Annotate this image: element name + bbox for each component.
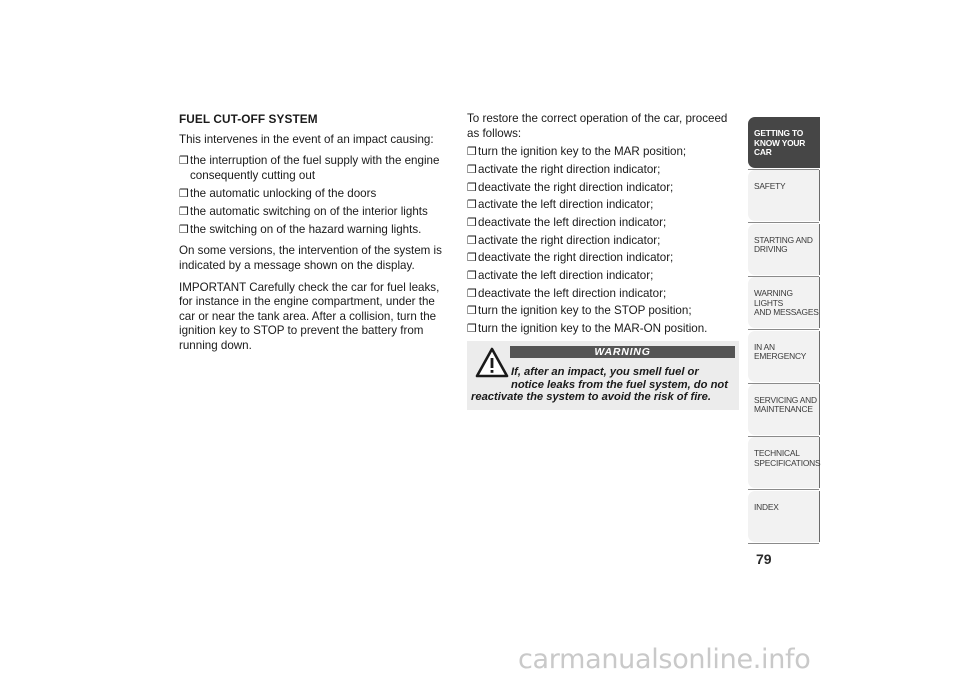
intro-text: This intervenes in the event of an impact causing: <box>179 132 434 146</box>
checkbox-bullet-icon: ❒ <box>467 305 477 318</box>
checkbox-bullet-icon: ❒ <box>467 323 477 336</box>
list-item: ❒ activate the right direction indicator; <box>467 233 661 247</box>
checkbox-bullet-icon: ❒ <box>467 252 477 265</box>
page-number: 79 <box>756 551 772 567</box>
restore-steps-list <box>467 145 739 336</box>
checkbox-bullet-icon: ❒ <box>467 181 477 194</box>
list-item: ❒ the automatic unlocking of the doors <box>179 186 377 200</box>
list-item: ❒ deactivate the left direction indicator; <box>467 286 667 300</box>
list-item: ❒ deactivate the right direction indicator; <box>467 180 674 194</box>
checkbox-bullet-icon: ❒ <box>467 163 477 176</box>
watermark: carmanualsonline.info <box>518 644 811 675</box>
checkbox-bullet-icon: ❒ <box>467 287 477 300</box>
right-column <box>467 112 739 344</box>
list-item: ❒ deactivate the right direction indicator; <box>467 251 674 265</box>
tab-technical-specifications[interactable]: TECHNICAL SPECIFICATIONS <box>748 437 820 488</box>
restore-intro: To restore the correct operation of the car, proceed as follows: <box>467 112 728 140</box>
warning-text: If, after an impact, you smell fuel or notice leaks from the fuel system, do not reactivate the system to avoid the risk of fire. <box>471 366 728 403</box>
checkbox-bullet-icon: ❒ <box>467 234 477 247</box>
display-message-paragraph: On some versions, the intervention of the system is indicated by a message shown on the display. <box>179 244 442 272</box>
list-item: ❒ turn the ignition key to the MAR position; <box>467 145 687 159</box>
tab-in-an-emergency[interactable]: IN AN EMERGENCY <box>748 331 820 382</box>
list-item: ❒ the interruption of the fuel supply with the engine consequently cutting out <box>179 154 440 182</box>
list-item: ❒ activate the left direction indicator; <box>467 198 654 212</box>
list-item: ❒ the switching on of the hazard warning lights. <box>179 222 422 236</box>
section-heading: FUEL CUT-OFF SYSTEM <box>179 112 318 126</box>
tab-starting-and-driving[interactable]: STARTING AND DRIVING <box>748 224 820 275</box>
list-item: ❒ turn the ignition key to the STOP position; <box>467 304 692 318</box>
checkbox-bullet-icon: ❒ <box>179 187 189 200</box>
checkbox-bullet-icon: ❒ <box>467 146 477 159</box>
checkbox-bullet-icon: ❒ <box>467 199 477 212</box>
list-item: ❒ activate the right direction indicator; <box>467 162 661 176</box>
warning-title: WARNING <box>510 346 735 358</box>
list-item: ❒ turn the ignition key to the MAR-ON position. <box>467 322 708 336</box>
tab-servicing-and-maintenance[interactable]: SERVICING AND MAINTENANCE <box>748 384 820 435</box>
important-paragraph: IMPORTANT Carefully check the car for fuel leaks, for instance in the engine compartment, under the car or near the tank area. After a collision, turn the ignition key to STOP to prevent the battery from running down. <box>179 280 440 352</box>
checkbox-bullet-icon: ❒ <box>179 205 189 218</box>
checkbox-bullet-icon: ❒ <box>179 223 189 236</box>
list-item: ❒ deactivate the left direction indicator; <box>467 215 667 229</box>
tab-warning-lights-and-messages[interactable]: WARNING LIGHTS AND MESSAGES <box>748 277 820 328</box>
tab-safety[interactable]: SAFETY <box>748 170 820 221</box>
chapter-tabs <box>748 117 820 544</box>
list-item: ❒ the automatic switching on of the interior lights <box>179 204 428 218</box>
checkbox-bullet-icon: ❒ <box>467 216 477 229</box>
checkbox-bullet-icon: ❒ <box>467 270 477 282</box>
checkbox-bullet-icon: ❒ <box>179 155 189 168</box>
left-column <box>179 112 451 360</box>
list-item: ❒ activate the left direction indicator; <box>467 269 654 282</box>
warning-box <box>467 341 739 410</box>
impact-effects-list <box>179 154 451 237</box>
tab-getting-to-know-your-car[interactable]: GETTING TO KNOW YOUR CAR <box>748 117 820 168</box>
tab-index[interactable]: INDEX <box>748 491 820 542</box>
